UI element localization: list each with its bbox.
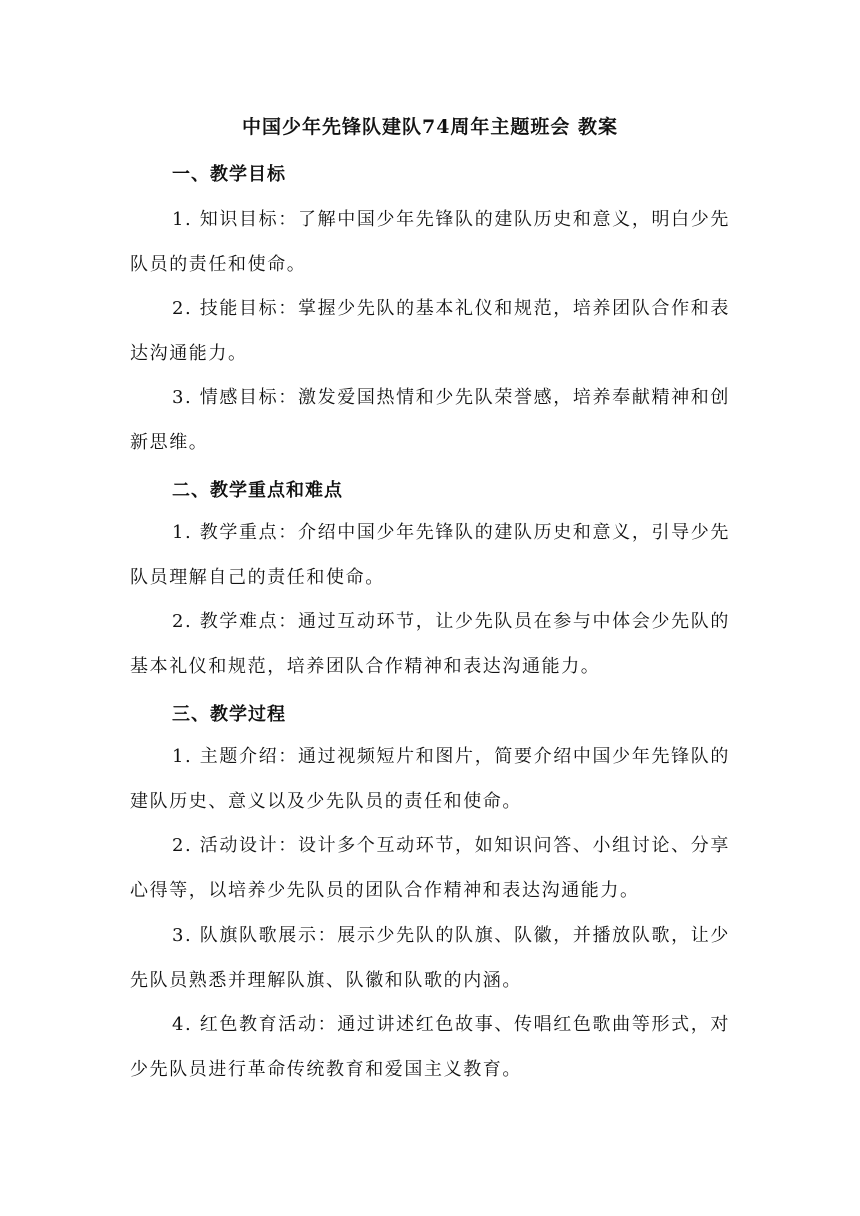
document-title: 中国少年先锋队建队74周年主题班会 教案 (241, 116, 619, 138)
key-point-difficulty: 2. 教学难点：通过互动环节，让少先队员在参与中体会少先队的基本礼仪和规范，培养团队合作精神和表达沟通能力。 (130, 611, 730, 677)
section-heading-process: 三、教学过程 (172, 704, 286, 725)
section-heading-key-points: 二、教学重点和难点 (172, 480, 343, 501)
objective-emotion: 3. 情感目标：激发爱国热情和少先队荣誉感，培养奉献精神和创新思维。 (130, 387, 730, 453)
section-heading-objectives: 一、教学目标 (172, 164, 286, 185)
objective-knowledge: 1. 知识目标：了解中国少年先锋队的建队历史和意义，明白少先队员的责任和使命。 (130, 209, 730, 275)
process-step-flag-song: 3. 队旗队歌展示：展示少先队的队旗、队徽，并播放队歌，让少先队员熟悉并理解队旗、队徽和队歌的内涵。 (130, 925, 730, 991)
process-step-red-education: 4. 红色教育活动：通过讲述红色故事、传唱红色歌曲等形式，对少先队员进行革命传统教育和爱国主义教育。 (130, 1014, 730, 1080)
process-step-intro: 1. 主题介绍：通过视频短片和图片，简要介绍中国少年先锋队的建队历史、意义以及少先队员的责任和使命。 (130, 746, 730, 812)
process-step-activities: 2. 活动设计：设计多个互动环节，如知识问答、小组讨论、分享心得等，以培养少先队员的团队合作精神和表达沟通能力。 (130, 835, 730, 901)
key-point-focus: 1. 教学重点：介绍中国少年先锋队的建队历史和意义，引导少先队员理解自己的责任和使命。 (130, 522, 730, 588)
objective-skills: 2. 技能目标：掌握少先队的基本礼仪和规范，培养团队合作和表达沟通能力。 (130, 298, 730, 364)
